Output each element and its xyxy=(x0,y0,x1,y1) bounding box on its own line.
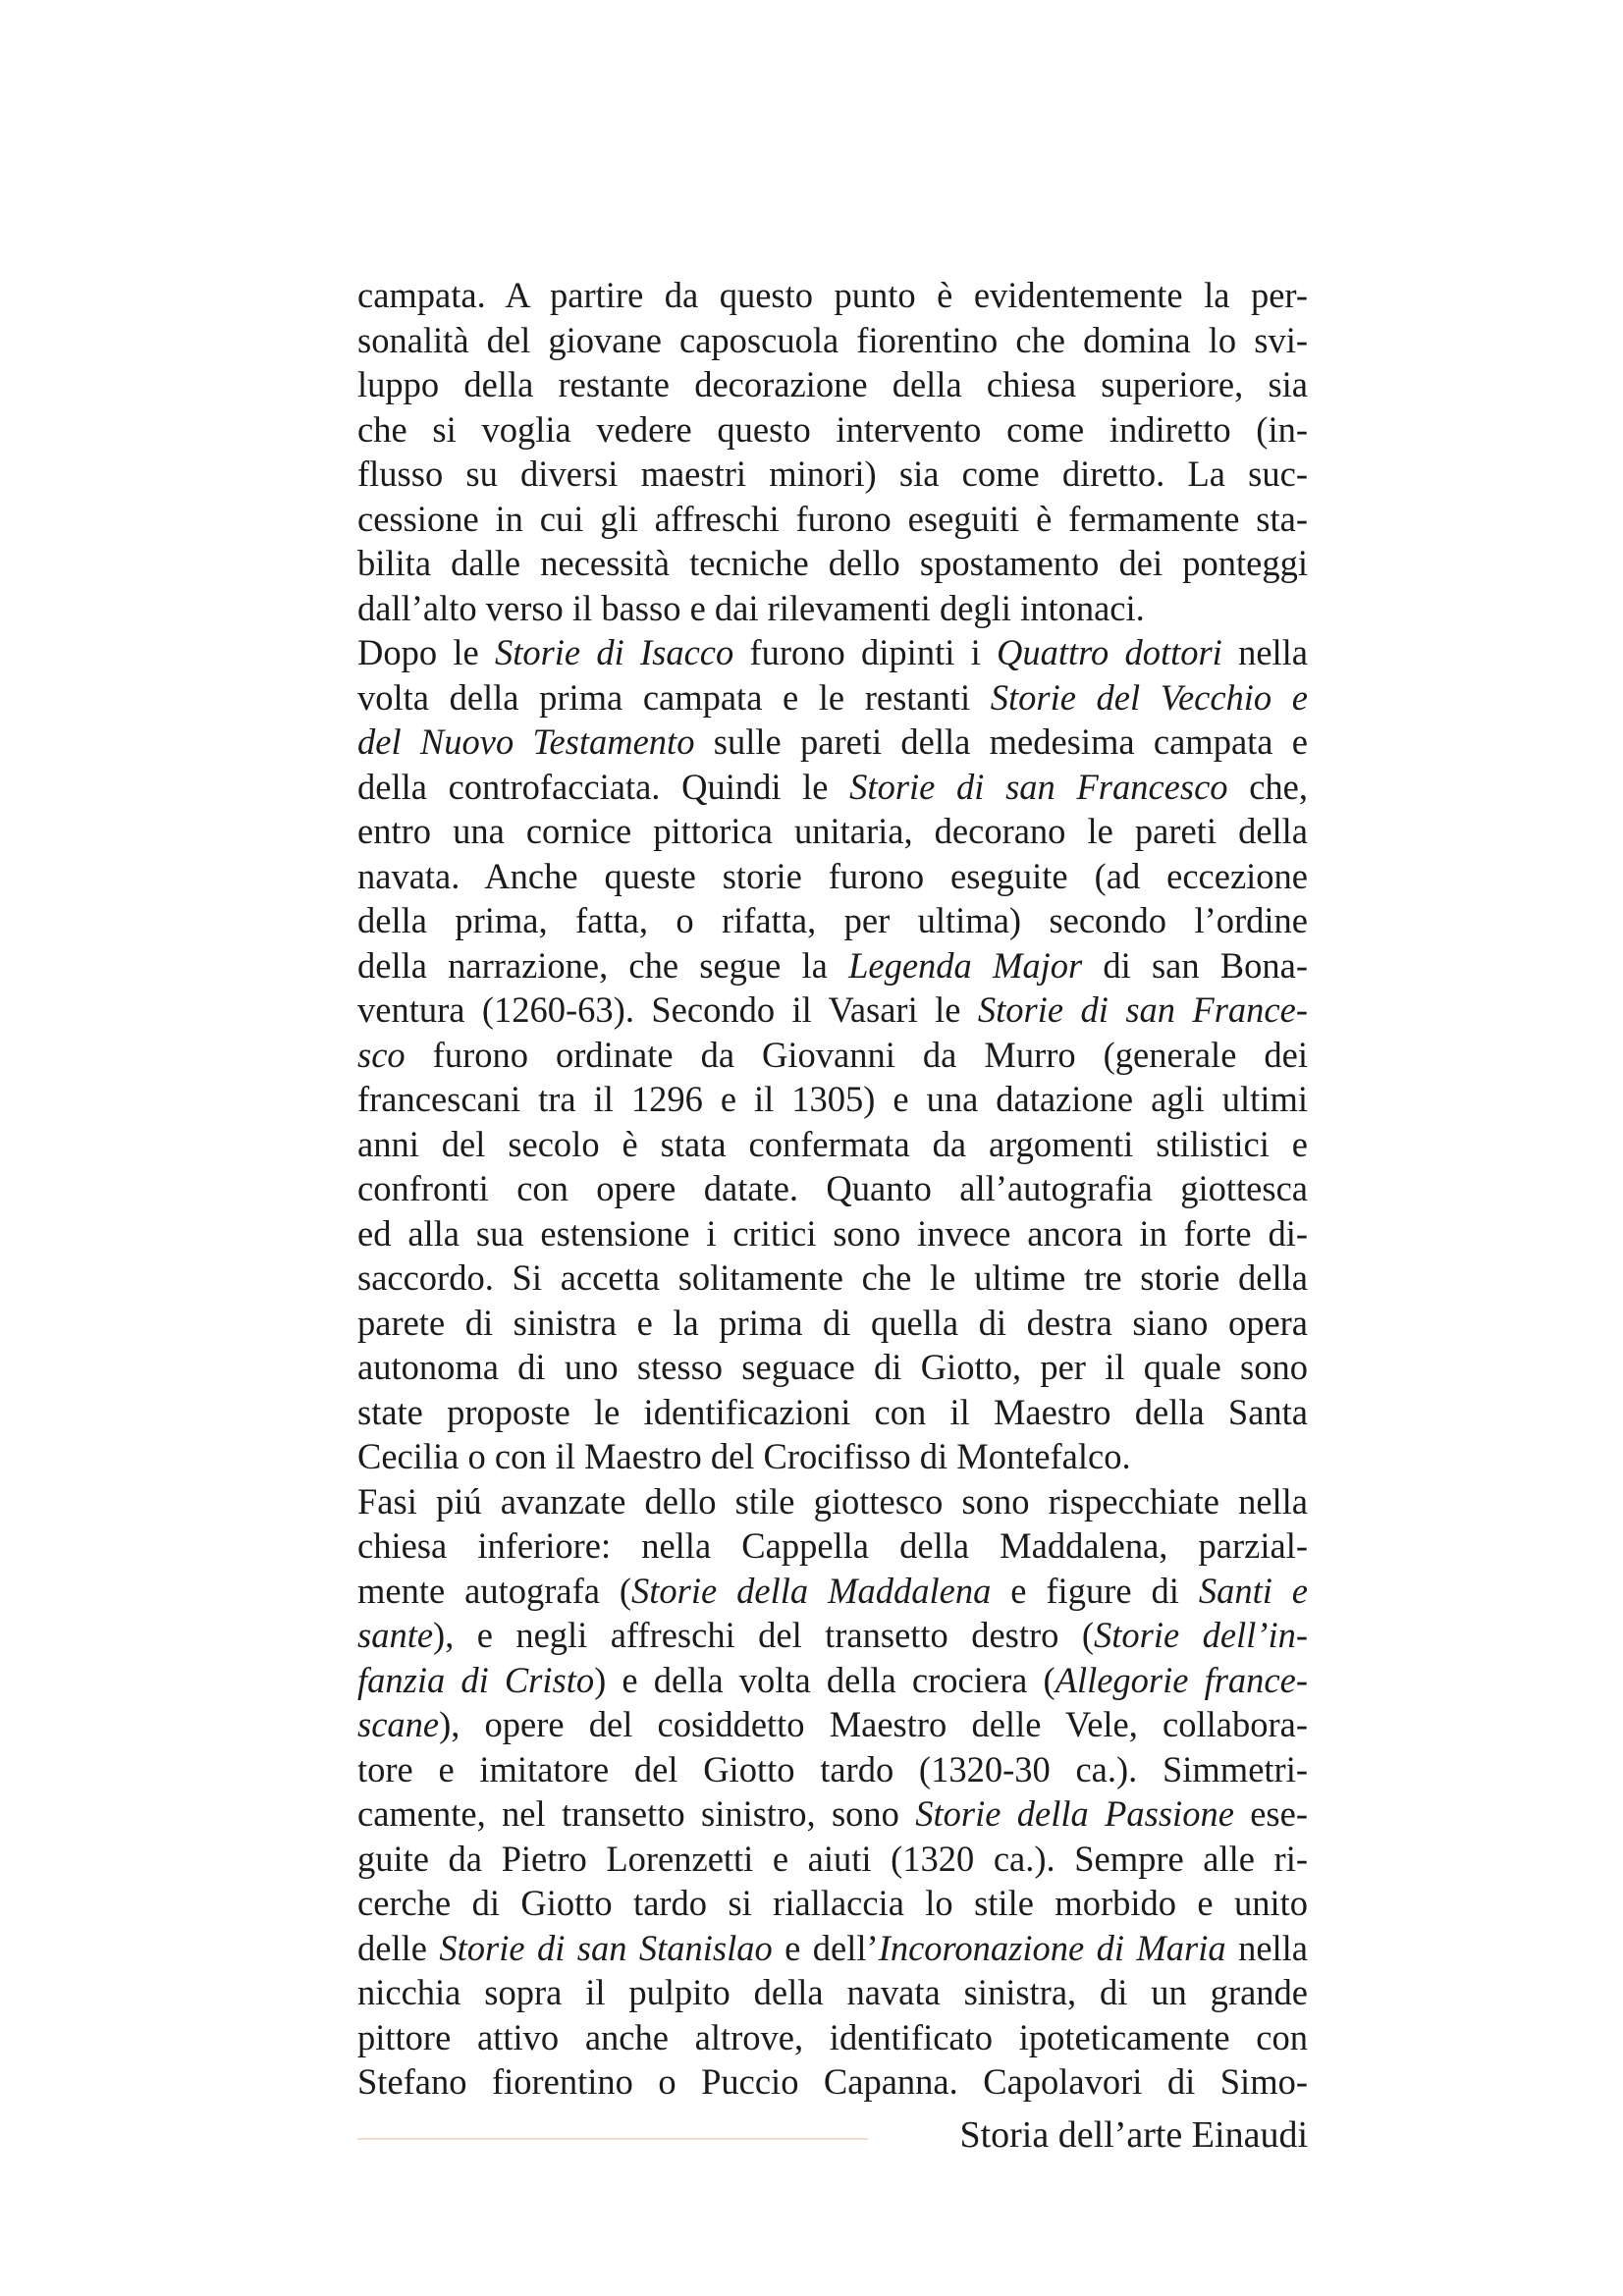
text-segment: parete di sinistra e la prima di quella di destra siano opera xyxy=(357,1302,1308,1343)
text-line xyxy=(357,1702,1308,1747)
text-segment: che, xyxy=(1227,766,1308,807)
italic-title-segment: Storie di Isacco xyxy=(494,632,734,672)
text-segment: confronti con opere datate. Quanto all’autografia giottesca xyxy=(357,1168,1308,1208)
text-line xyxy=(357,407,1308,453)
text-segment: Stefano fiorentino o Puccio Capanna. Capolavori di Simo- xyxy=(357,2061,1308,2102)
text-segment: entro una cornice pittorica unitaria, decorano le pareti della xyxy=(357,811,1308,851)
text-line xyxy=(357,675,1308,721)
text-line xyxy=(357,1613,1308,1658)
text-line xyxy=(357,1211,1308,1256)
italic-title-segment: sco xyxy=(357,1034,406,1075)
text-segment: luppo della restante decorazione della chiesa superiore, sia xyxy=(357,364,1308,404)
text-segment: saccordo. Si accetta solitamente che le ultime tre storie della xyxy=(357,1257,1308,1298)
text-line xyxy=(357,273,1308,318)
text-segment: e figure di xyxy=(991,1570,1199,1611)
text-line xyxy=(357,586,1308,631)
text-segment: ese- xyxy=(1233,1793,1308,1834)
text-segment: che si voglia vedere questo intervento come indiretto (in- xyxy=(357,408,1308,450)
text-line xyxy=(357,630,1308,675)
text-line xyxy=(357,943,1308,988)
text-segment: nicchia sopra il pulpito della navata sinistra, di un grande xyxy=(357,1972,1308,2012)
italic-title-segment: Santi e xyxy=(1198,1570,1308,1611)
text-line xyxy=(357,1301,1308,1346)
text-line xyxy=(357,1345,1308,1390)
text-line xyxy=(357,1881,1308,1926)
text-segment: guite da Pietro Lorenzetti e aiuti (1320 ca.). Sempre alle ri- xyxy=(357,1838,1308,1879)
text-line xyxy=(357,1523,1308,1569)
footer-series-title: Storia dell’arte Einaudi xyxy=(959,2114,1308,2156)
text-segment: e dell’ xyxy=(772,1927,879,1968)
text-line xyxy=(357,988,1308,1033)
italic-title-segment: Storie di san France- xyxy=(977,989,1308,1030)
text-line xyxy=(357,1791,1308,1837)
text-segment: Fasi piú avanzate dello stile giottesco sono rispecchiate nella xyxy=(357,1480,1308,1522)
text-line xyxy=(357,1033,1308,1078)
text-line xyxy=(357,720,1308,765)
italic-title-segment: Storie della Passione xyxy=(915,1793,1234,1834)
text-segment: Cecilia o con il Maestro del Crocifisso di Montefalco. xyxy=(357,1436,1131,1476)
text-segment: Dopo le xyxy=(357,632,495,672)
footer-divider xyxy=(357,2138,868,2140)
text-segment: nella xyxy=(1221,632,1308,672)
text-line xyxy=(357,765,1308,810)
text-line xyxy=(357,541,1308,586)
text-segment: state proposte le identificazioni con il Maestro della Santa xyxy=(357,1391,1308,1432)
text-segment: ) e della volta della crociera ( xyxy=(594,1659,1055,1700)
text-segment: delle xyxy=(357,1927,440,1968)
text-line xyxy=(357,1970,1308,2015)
italic-title-segment: Storie della Maddalena xyxy=(631,1570,992,1611)
text-segment: campata. A partire da questo punto è evidentemente la per- xyxy=(357,275,1308,315)
text-segment: di san Bona- xyxy=(1082,944,1308,986)
text-line xyxy=(357,1077,1308,1122)
text-segment: ), opere del cosiddetto Maestro delle Vele, collabora- xyxy=(439,1704,1308,1744)
text-segment: francescani tra il 1296 e il 1305) e una datazione agli ultimi xyxy=(357,1079,1308,1119)
italic-title-segment: Storie dell’in- xyxy=(1093,1615,1308,1655)
italic-title-segment: del Nuovo Testamento xyxy=(357,721,695,762)
text-segment: anni del secolo è stata confermata da argomenti stilistici e xyxy=(357,1123,1308,1164)
text-segment: flusso su diversi maestri minori) sia come diretto. La suc- xyxy=(357,454,1308,494)
text-line xyxy=(357,1747,1308,1792)
text-line xyxy=(357,854,1308,899)
text-segment: navata. Anche queste storie furono eseguite (ad eccezione xyxy=(357,855,1308,896)
text-segment: pittore attivo anche altrove, identificato ipoteticamente con xyxy=(357,2016,1308,2057)
text-line xyxy=(357,2015,1308,2060)
italic-title-segment: Allegorie france- xyxy=(1055,1659,1308,1700)
text-segment: ), e negli affreschi del transetto destro ( xyxy=(433,1615,1094,1655)
text-segment: nella xyxy=(1225,1927,1308,1968)
text-line xyxy=(357,1837,1308,1882)
text-segment: sulle pareti della medesima campata e xyxy=(694,721,1308,762)
text-segment: della narrazione, che segue la xyxy=(357,944,849,986)
text-segment: ed alla sua estensione i critici sono invece ancora in forte di- xyxy=(357,1212,1308,1254)
text-segment: autonoma di uno stesso seguace di Giotto, per il quale sono xyxy=(357,1347,1308,1387)
text-segment: chiesa inferiore: nella Cappella della Maddalena, parzial- xyxy=(357,1525,1308,1566)
italic-title-segment: Storie di san Francesco xyxy=(849,766,1228,807)
text-segment: volta della prima campata e le restanti xyxy=(357,676,991,718)
body-text xyxy=(357,273,1308,2105)
text-segment: mente autografa ( xyxy=(357,1570,632,1611)
text-line xyxy=(357,898,1308,943)
text-line xyxy=(357,452,1308,497)
text-segment: tore e imitatore del Giotto tardo (1320-30 ca.). Simmetri- xyxy=(357,1748,1308,1789)
text-line xyxy=(357,1434,1308,1479)
text-line xyxy=(357,497,1308,542)
text-line xyxy=(357,1479,1308,1524)
italic-title-segment: Storie di san Stanislao xyxy=(439,1927,773,1968)
text-line xyxy=(357,1255,1308,1301)
text-line xyxy=(357,362,1308,407)
text-line xyxy=(357,2059,1308,2105)
text-segment: sonalità del giovane caposcuola fiorentino che domina lo svi- xyxy=(357,319,1308,360)
text-segment: furono ordinate da Giovanni da Murro (generale dei xyxy=(405,1034,1308,1075)
text-segment: ventura (1260-63). Secondo il Vasari le xyxy=(357,989,978,1030)
text-segment: furono dipinti i xyxy=(733,632,997,672)
text-line xyxy=(357,1166,1308,1211)
italic-title-segment: Incoronazione di Maria xyxy=(878,1927,1226,1968)
text-segment: della controfacciata. Quindi le xyxy=(357,766,850,807)
text-line xyxy=(357,1390,1308,1435)
text-line xyxy=(357,1122,1308,1167)
text-segment: cerche di Giotto tardo si riallaccia lo stile morbido e unito xyxy=(357,1883,1308,1923)
text-line xyxy=(357,809,1308,854)
italic-title-segment: Storie del Vecchio e xyxy=(990,676,1308,718)
text-segment: dall’alto verso il basso e dai rilevamenti degli intonaci. xyxy=(357,587,1145,628)
italic-title-segment: scane xyxy=(357,1704,440,1744)
italic-title-segment: sante xyxy=(357,1615,434,1655)
text-line xyxy=(357,1926,1308,1971)
text-line xyxy=(357,1569,1308,1614)
italic-title-segment: Quattro dottori xyxy=(996,632,1222,672)
text-line xyxy=(357,1658,1308,1703)
italic-title-segment: Legenda Major xyxy=(848,944,1083,986)
text-segment: bilita dalle necessità tecniche dello spostamento dei ponteggi xyxy=(357,543,1308,583)
italic-title-segment: fanzia di Cristo xyxy=(357,1659,595,1700)
text-segment: della prima, fatta, o rifatta, per ultima) secondo l’ordine xyxy=(357,900,1308,940)
text-segment: camente, nel transetto sinistro, sono xyxy=(357,1793,916,1834)
text-line xyxy=(357,318,1308,363)
text-segment: cessione in cui gli affreschi furono eseguiti è fermamente sta- xyxy=(357,498,1308,539)
